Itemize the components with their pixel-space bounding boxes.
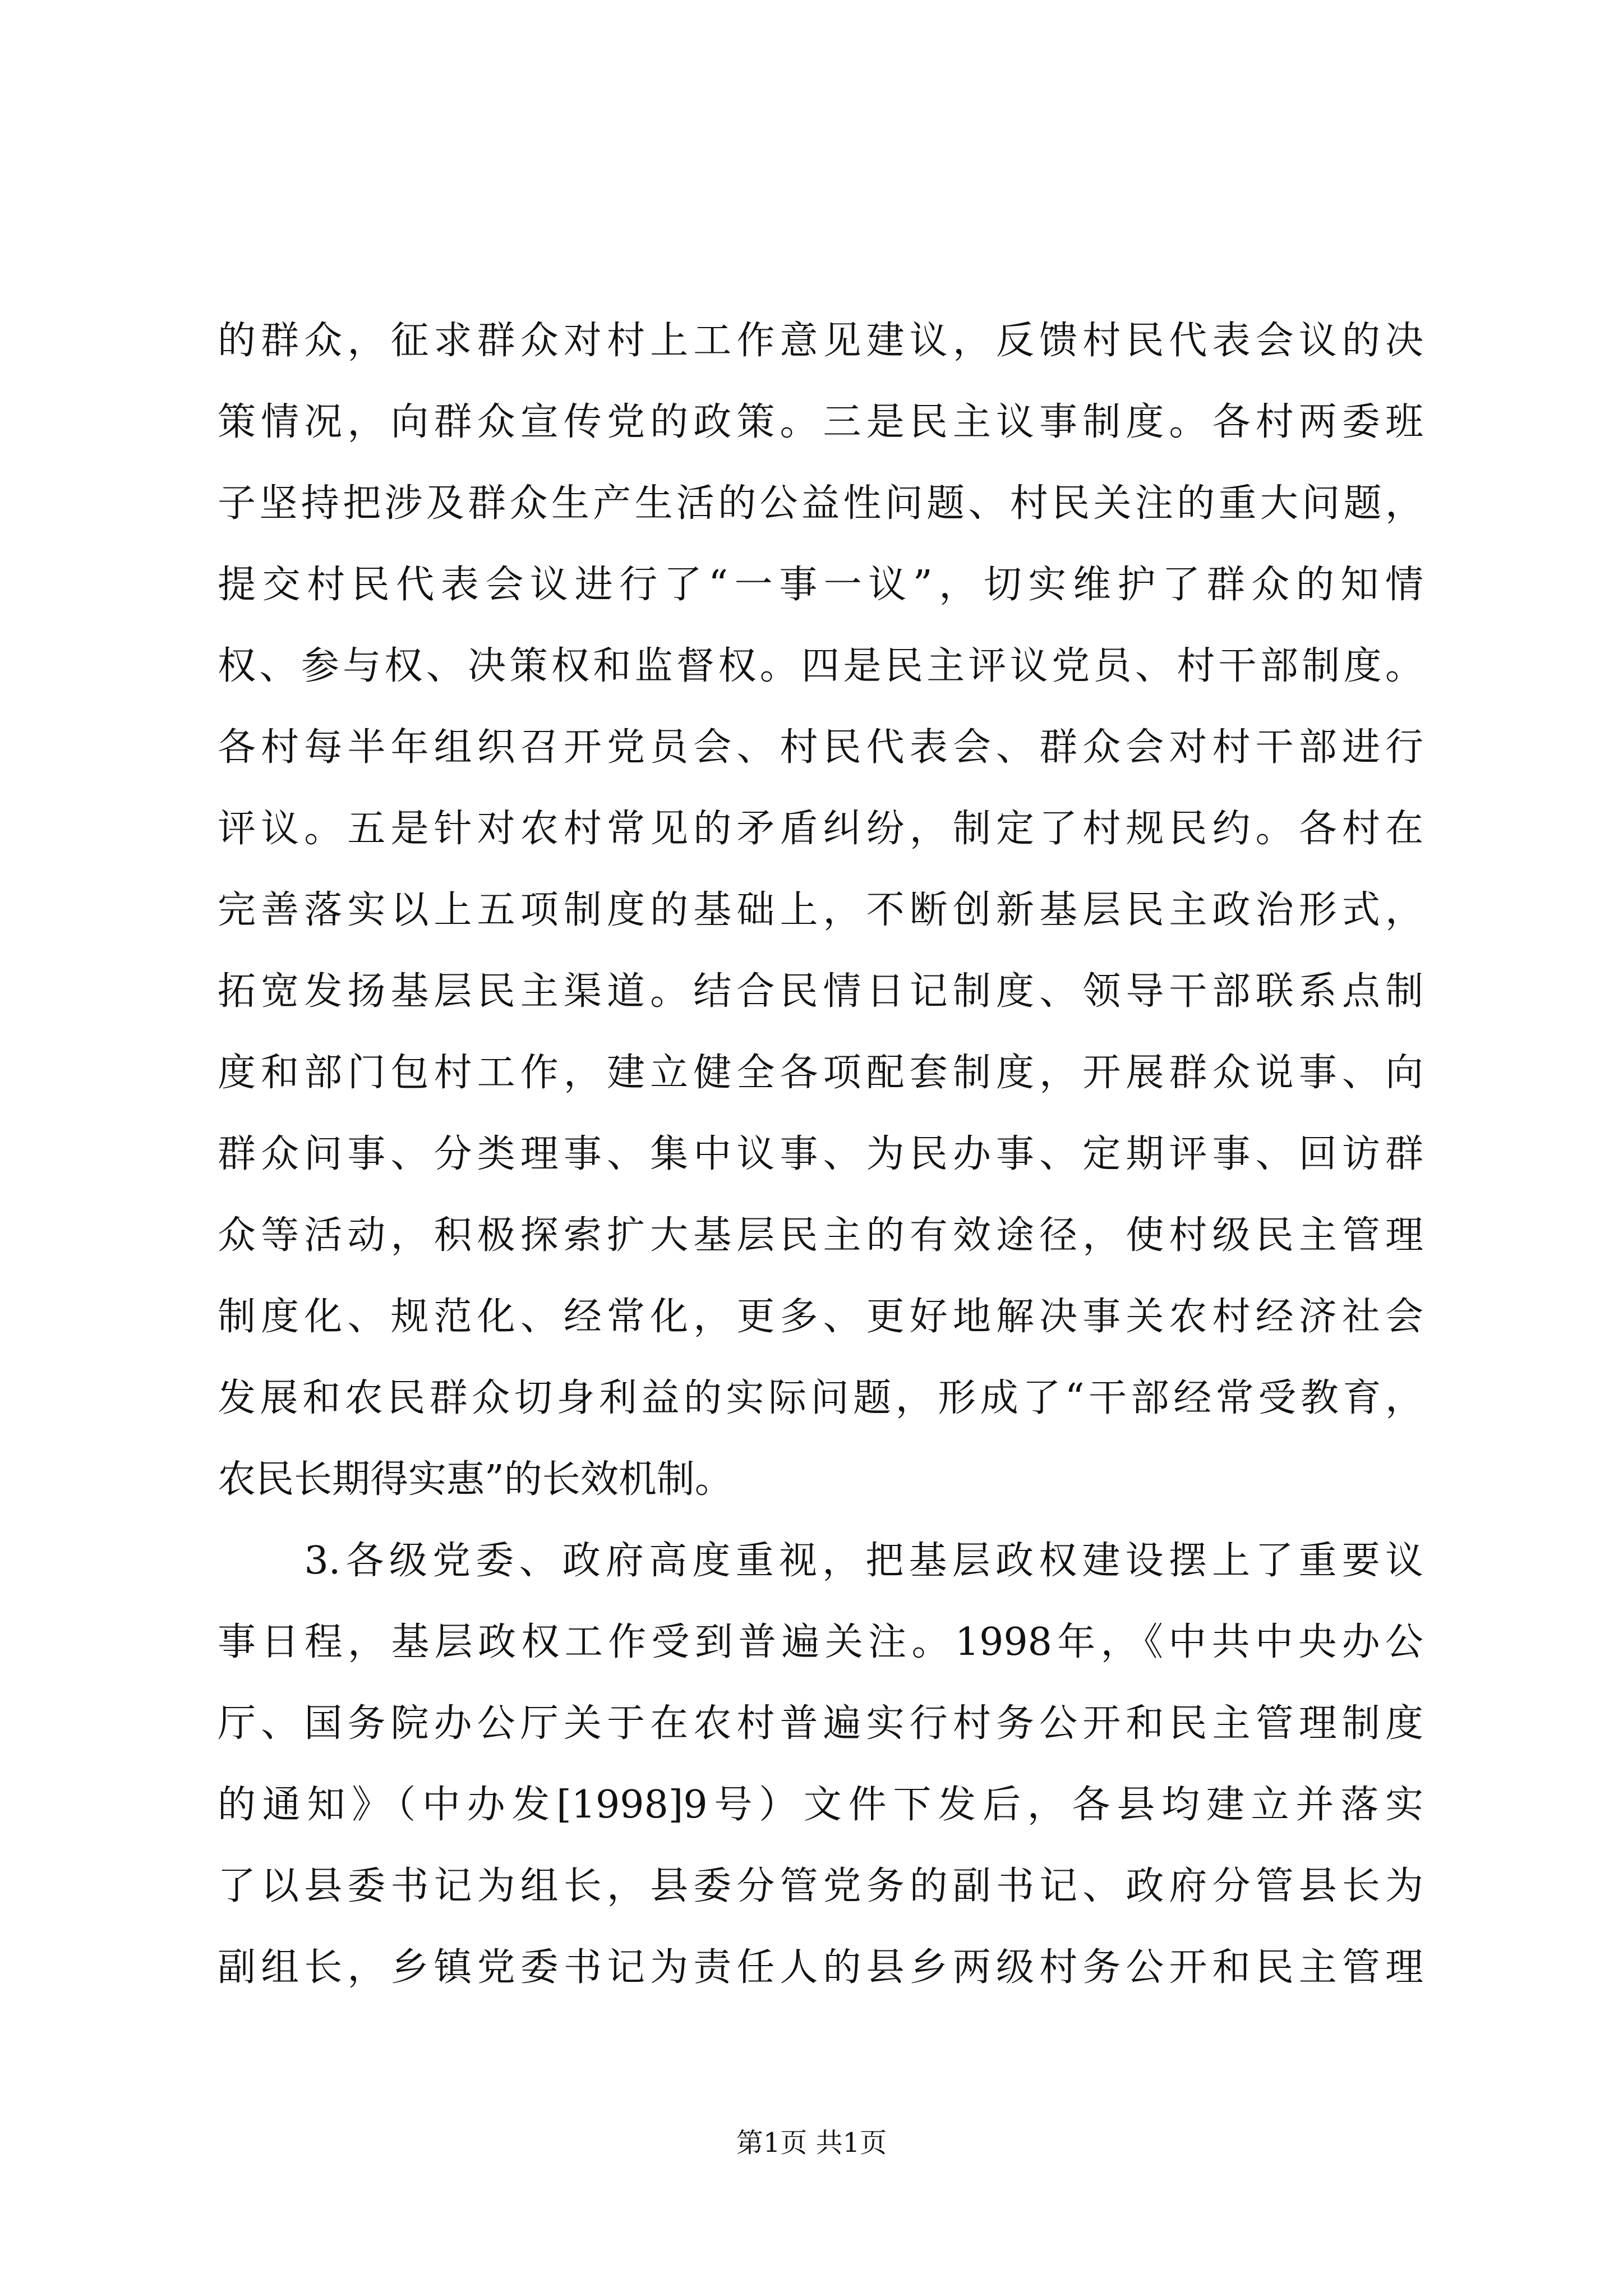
text-line: 子坚持把涉及群众生产生活的公益性问题、村民关注的重大问题， xyxy=(218,481,1423,526)
text-line: 众等活动，积极探索扩大基层民主的有效途径，使村级民主管理 xyxy=(218,1213,1423,1258)
text-line: 策情况，向群众宣传党的政策。三是民主议事制度。各村两委班 xyxy=(218,400,1423,444)
text-line: 度和部门包村工作，建立健全各项配套制度，开展群众说事、向 xyxy=(218,1051,1423,1095)
text-line: 制度化、规范化、经常化，更多、更好地解决事关农村经济社会 xyxy=(218,1295,1423,1339)
text-line: 农民长期得实惠”的长效机制。 xyxy=(218,1457,733,1502)
text-line: 完善落实以上五项制度的基础上，不断创新基层民主政治形式， xyxy=(218,888,1423,932)
text-line: 各村每半年组织召开党员会、村民代表会、群众会对村干部进行 xyxy=(218,725,1423,770)
text-line: 发展和农民群众切身利益的实际问题，形成了“干部经常受教育， xyxy=(218,1376,1423,1420)
text-line: 权、参与权、决策权和监督权。四是民主评议党员、村干部制度。 xyxy=(218,644,1423,688)
text-line: 群众问事、分类理事、集中议事、为民办事、定期评事、回访群 xyxy=(218,1132,1423,1176)
body-text xyxy=(218,300,1423,2008)
text-line: 厅、国务院办公厅关于在农村普遍实行村务公开和民主管理制度 xyxy=(218,1701,1423,1746)
page-footer: 第1页 共1页 xyxy=(736,2127,887,2159)
text-line: 了以县委书记为组长，县委分管党务的副书记、政府分管县长为 xyxy=(218,1864,1423,1908)
text-line: 事日程，基层政权工作受到普遍关注。1998年，《中共中央办公 xyxy=(218,1620,1423,1664)
text-line: 拓宽发扬基层民主渠道。结合民情日记制度、领导干部联系点制 xyxy=(218,969,1423,1014)
text-line: 副组长，乡镇党委书记为责任人的县乡两级村务公开和民主管理 xyxy=(218,1945,1423,1990)
text-line: 评议。五是针对农村常见的矛盾纠纷，制定了村规民约。各村在 xyxy=(218,807,1423,851)
text-line: 3.各级党委、政府高度重视，把基层政权建设摆上了重要议 xyxy=(218,1539,1423,1583)
text-line: 提交村民代表会议进行了“一事一议”，切实维护了群众的知情 xyxy=(218,563,1423,607)
text-line: 的群众，征求群众对村上工作意见建议，反馈村民代表会议的决 xyxy=(218,319,1423,363)
text-line: 的通知》（中办发[1998]9号）文件下发后，各县均建立并落实 xyxy=(218,1783,1423,1827)
